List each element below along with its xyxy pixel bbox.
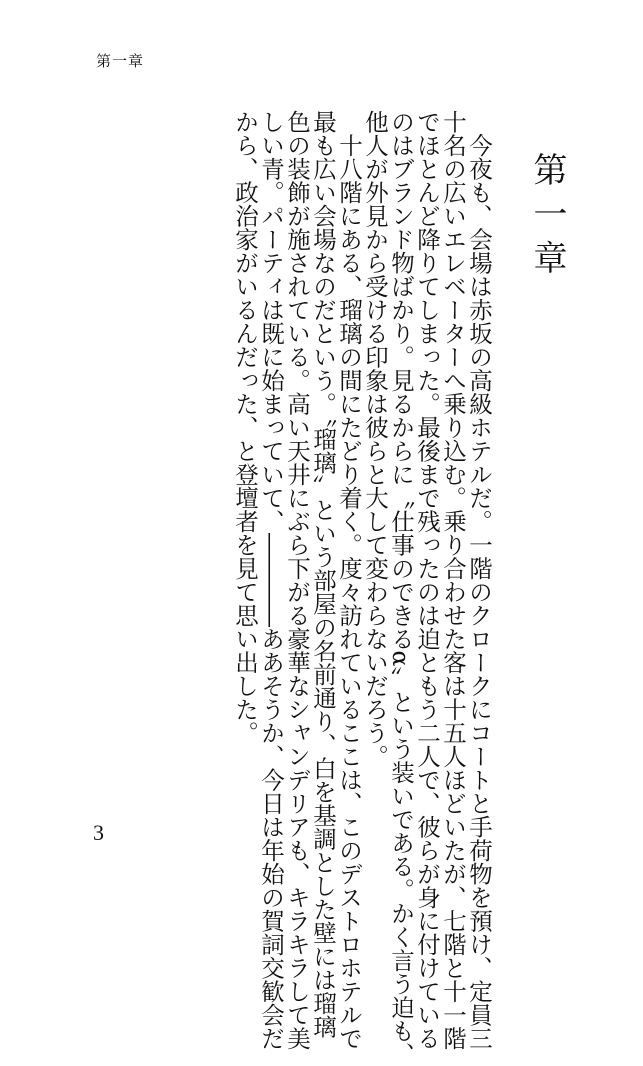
text-column: しい青。パーティは既に始まっていて、――――ああそうか、今日は年始の賀詞交歓会だ xyxy=(257,110,285,1050)
text-column: から、政治家がいるんだった、と登壇者を見て思い出した。 xyxy=(231,110,259,745)
text-column: 他人が外見から受ける印象は彼らと大して変わらないだろう。 xyxy=(361,110,389,768)
page-text-block xyxy=(92,92,567,1066)
text-column: 今夜も、会場は赤坂の高級ホテルだ。一階のクロークにコートと手荷物を預け、定員三 xyxy=(465,110,493,1050)
text-column: でほとんど降りてしまった。最後まで残ったのは迫ともう二人で、彼らが身に付けている xyxy=(413,110,441,1050)
chapter-title: 第一章 xyxy=(527,152,567,284)
text-column: 十八階にある、瑠璃の間にたどり着く。度々訪れているここは、このデストロホテルで xyxy=(335,110,363,1050)
text-column: 十名の広いエレベーターへ乗り込む。乗り合わせた客は十五人ほどいたが、七階と十一階 xyxy=(439,110,467,1050)
page-number: 3 xyxy=(93,820,104,845)
body-text xyxy=(231,110,493,1066)
text-column: のはブランド物ばかり。見るからに〝仕事のできるα〟という装いである。かく言う迫も、 xyxy=(387,110,415,1066)
running-header: 第一章 xyxy=(96,52,145,70)
text-column: 最も広い会場なのだという。〝瑠璃〟という部屋の名前通り、白を基調とした壁には瑠璃 xyxy=(309,110,337,1039)
text-column: 色の装飾が施されている。高い天井にぶら下がる豪華なシャンデリアも、キラキラして美 xyxy=(283,110,311,1050)
